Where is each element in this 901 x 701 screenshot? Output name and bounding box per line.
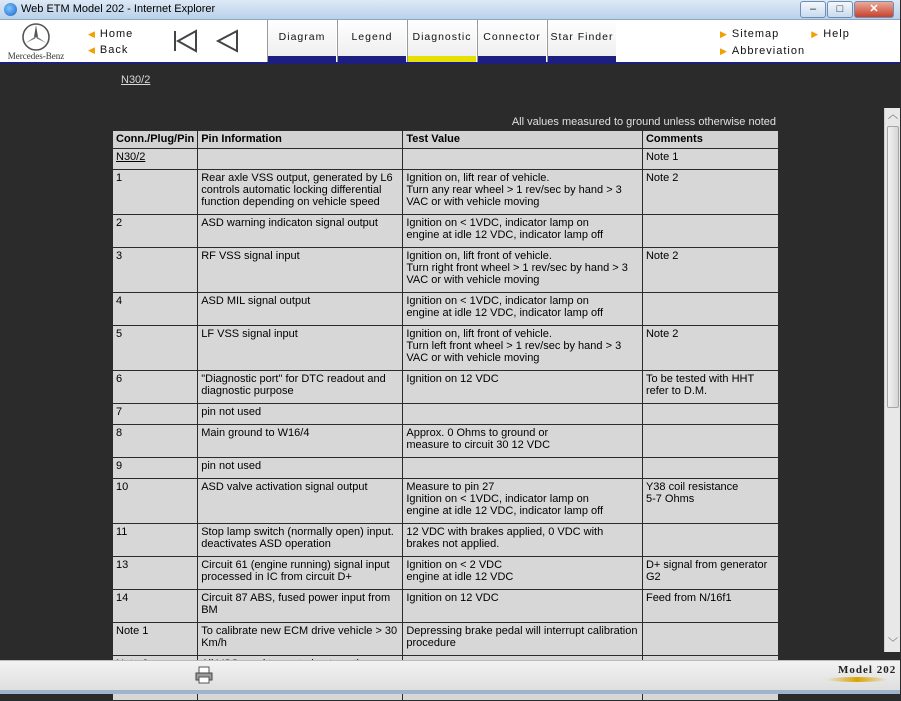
internet-explorer-icon [4, 3, 17, 16]
cell-conn: 6 [113, 371, 198, 404]
cell-conn: 13 [113, 557, 198, 590]
cell-comments: D+ signal from generator G2 [642, 557, 778, 590]
tab-star-finder[interactable]: Star Finder [547, 20, 617, 62]
minimize-button[interactable]: – [800, 1, 826, 18]
window-title: Web ETM Model 202 - Internet Explorer [21, 3, 216, 15]
cell-pin-info: Circuit 61 (engine running) signal input processed in IC from circuit D+ [198, 557, 403, 590]
cell-comments: Y38 coil resistance 5-7 Ohms [642, 479, 778, 524]
cell-comments: Note 1 [642, 149, 778, 170]
tab-connector[interactable]: Connector [477, 20, 547, 62]
home-label: Home [99, 28, 134, 40]
cell-comments: To be tested with HHT refer to D.M. [642, 371, 778, 404]
table-row [113, 458, 779, 479]
cell-conn: Note 1 [113, 623, 198, 656]
arrow-left-icon: ◀ [88, 29, 96, 39]
abbreviation-label: Abbreviation [731, 45, 806, 57]
cell-comments [642, 458, 778, 479]
cell-comments [642, 425, 778, 458]
cell-pin-info: pin not used [198, 404, 403, 425]
arrow-left-icon: ◀ [88, 45, 96, 55]
table-row [113, 479, 779, 524]
table-row [113, 371, 779, 404]
page-nav-arrows [172, 29, 240, 58]
help-label: Help [823, 28, 850, 40]
table-row [113, 557, 779, 590]
arrow-right-icon: ▶ [811, 29, 820, 39]
component-link[interactable]: N30/2 [121, 74, 151, 86]
cell-conn[interactable]: N30/2 [113, 149, 198, 170]
back-link[interactable] [88, 42, 133, 58]
cell-pin-info: Stop lamp switch (normally open) input. deactivates ASD operation [198, 524, 403, 557]
table-row [113, 623, 779, 656]
cell-pin-info: ASD valve activation signal output [198, 479, 403, 524]
table-header-row [113, 131, 779, 149]
cell-pin-info: Circuit 87 ABS, fused power input from BM [198, 590, 403, 623]
cell-pin-info: To calibrate new ECM drive vehicle > 30 Km/h [198, 623, 403, 656]
cell-test-value [403, 149, 643, 170]
vertical-scrollbar[interactable] [884, 108, 900, 652]
cell-comments [642, 623, 778, 656]
header-comments: Comments [642, 131, 778, 149]
cell-pin-info: pin not used [198, 458, 403, 479]
cell-pin-info: RF VSS signal input [198, 248, 403, 293]
cell-test-value [403, 458, 643, 479]
cell-conn: 10 [113, 479, 198, 524]
cell-test-value: Ignition on < 1VDC, indicator lamp on engine at idle 12 VDC, indicator lamp off [403, 293, 643, 326]
cell-test-value: Ignition on < 1VDC, indicator lamp on engine at idle 12 VDC, indicator lamp off [403, 215, 643, 248]
cell-pin-info: ASD MIL signal output [198, 293, 403, 326]
utility-nav [720, 26, 850, 60]
window-controls [800, 1, 894, 18]
back-label: Back [99, 44, 129, 56]
measurement-note: All values measured to ground unless otherwise noted [511, 116, 776, 128]
cell-test-value: Depressing brake pedal will interrupt calibration procedure [403, 623, 643, 656]
etm-header [0, 20, 900, 64]
cell-conn: 1 [113, 170, 198, 215]
cell-pin-info [198, 149, 403, 170]
cell-pin-info: ASD warning indicaton signal output [198, 215, 403, 248]
cell-test-value: Measure to pin 27 Ignition on < 1VDC, indicator lamp on engine at idle 12 VDC, indicator lamp off [403, 479, 643, 524]
table-row [113, 248, 779, 293]
table-row [113, 590, 779, 623]
cell-conn: 7 [113, 404, 198, 425]
header-test-value: Test Value [403, 131, 643, 149]
cell-test-value: Ignition on 12 VDC [403, 590, 643, 623]
footer-bar [0, 660, 900, 694]
tab-legend[interactable]: Legend [337, 20, 407, 62]
model-swoosh [826, 677, 888, 682]
cell-comments [642, 293, 778, 326]
cell-test-value: Ignition on, lift rear of vehicle. Turn any rear wheel > 1 rev/sec by hand > 3 VAC or with vehicle moving [403, 170, 643, 215]
cell-pin-info: LF VSS signal input [198, 326, 403, 371]
home-link[interactable] [88, 26, 133, 42]
cell-test-value: Ignition on < 2 VDC engine at idle 12 VDC [403, 557, 643, 590]
cell-test-value: 12 VDC with brakes applied, 0 VDC with brakes not applied. [403, 524, 643, 557]
mercedes-logo [4, 22, 68, 64]
table-row [113, 215, 779, 248]
cell-comments: Note 2 [642, 326, 778, 371]
cell-comments [642, 524, 778, 557]
cell-conn: 3 [113, 248, 198, 293]
model-label: Model 202 [838, 664, 897, 676]
printer-icon[interactable] [194, 665, 214, 690]
cell-test-value: Ignition on, lift front of vehicle. Turn left front wheel > 1 rev/sec by hand > 3 VAC or with vehicle moving [403, 326, 643, 371]
table-row [113, 293, 779, 326]
cell-test-value: Approx. 0 Ohms to ground or measure to circuit 30 12 VDC [403, 425, 643, 458]
cell-comments: Feed from N/16f1 [642, 590, 778, 623]
table-row [113, 425, 779, 458]
brand-name: Mercedes-Benz [7, 51, 65, 61]
window-title-bar [0, 0, 900, 20]
sitemap-link[interactable] [720, 26, 779, 43]
maximize-button[interactable]: □ [827, 1, 853, 18]
cell-comments [642, 404, 778, 425]
home-back-nav [88, 26, 133, 58]
sitemap-label: Sitemap [731, 28, 780, 40]
taskbar-strip [0, 690, 900, 694]
main-tabs [267, 20, 617, 62]
scroll-thumb[interactable] [887, 126, 899, 408]
cell-comments [642, 215, 778, 248]
cell-conn: 14 [113, 590, 198, 623]
tab-diagram[interactable]: Diagram [267, 20, 337, 62]
cell-conn: 9 [113, 458, 198, 479]
abbreviation-link[interactable] [720, 43, 805, 60]
cell-pin-info: "Diagnostic port" for DTC readout and diagnostic purpose [198, 371, 403, 404]
cell-conn: 5 [113, 326, 198, 371]
scroll-gap [884, 64, 900, 108]
arrow-right-icon: ▶ [720, 46, 728, 56]
content-area [0, 64, 884, 660]
cell-test-value [403, 404, 643, 425]
close-button[interactable]: ✕ [854, 1, 894, 18]
help-link[interactable] [811, 26, 850, 43]
cell-comments: Note 2 [642, 170, 778, 215]
cell-conn: 8 [113, 425, 198, 458]
arrow-right-icon: ▶ [720, 29, 728, 39]
cell-test-value: Ignition on 12 VDC [403, 371, 643, 404]
header-pin-info: Pin Information [198, 131, 403, 149]
table-row [113, 404, 779, 425]
cell-test-value: Ignition on, lift front of vehicle. Turn right front wheel > 1 rev/sec by hand > 3 VAC or with vehicle moving [403, 248, 643, 293]
previous-page-icon[interactable] [214, 29, 240, 58]
cell-conn: 4 [113, 293, 198, 326]
cell-conn: 11 [113, 524, 198, 557]
first-page-icon[interactable] [172, 29, 198, 58]
mercedes-star-icon [21, 22, 51, 52]
pin-table-body [113, 149, 779, 701]
cell-pin-info: Main ground to W16/4 [198, 425, 403, 458]
pin-table [112, 130, 779, 701]
header-conn: Conn./Plug/Pin [113, 131, 198, 149]
table-row [113, 149, 779, 170]
cell-pin-info: Rear axle VSS output, generated by L6 controls automatic locking differential function depending on vehicle speed [198, 170, 403, 215]
table-row [113, 326, 779, 371]
table-row [113, 170, 779, 215]
table-row [113, 524, 779, 557]
scroll-down-icon[interactable]: ﹀ [888, 638, 898, 649]
cell-conn: 2 [113, 215, 198, 248]
tab-diagnostic[interactable]: Diagnostic [407, 20, 477, 62]
scroll-up-icon[interactable]: ︿ [888, 110, 898, 121]
cell-comments: Note 2 [642, 248, 778, 293]
